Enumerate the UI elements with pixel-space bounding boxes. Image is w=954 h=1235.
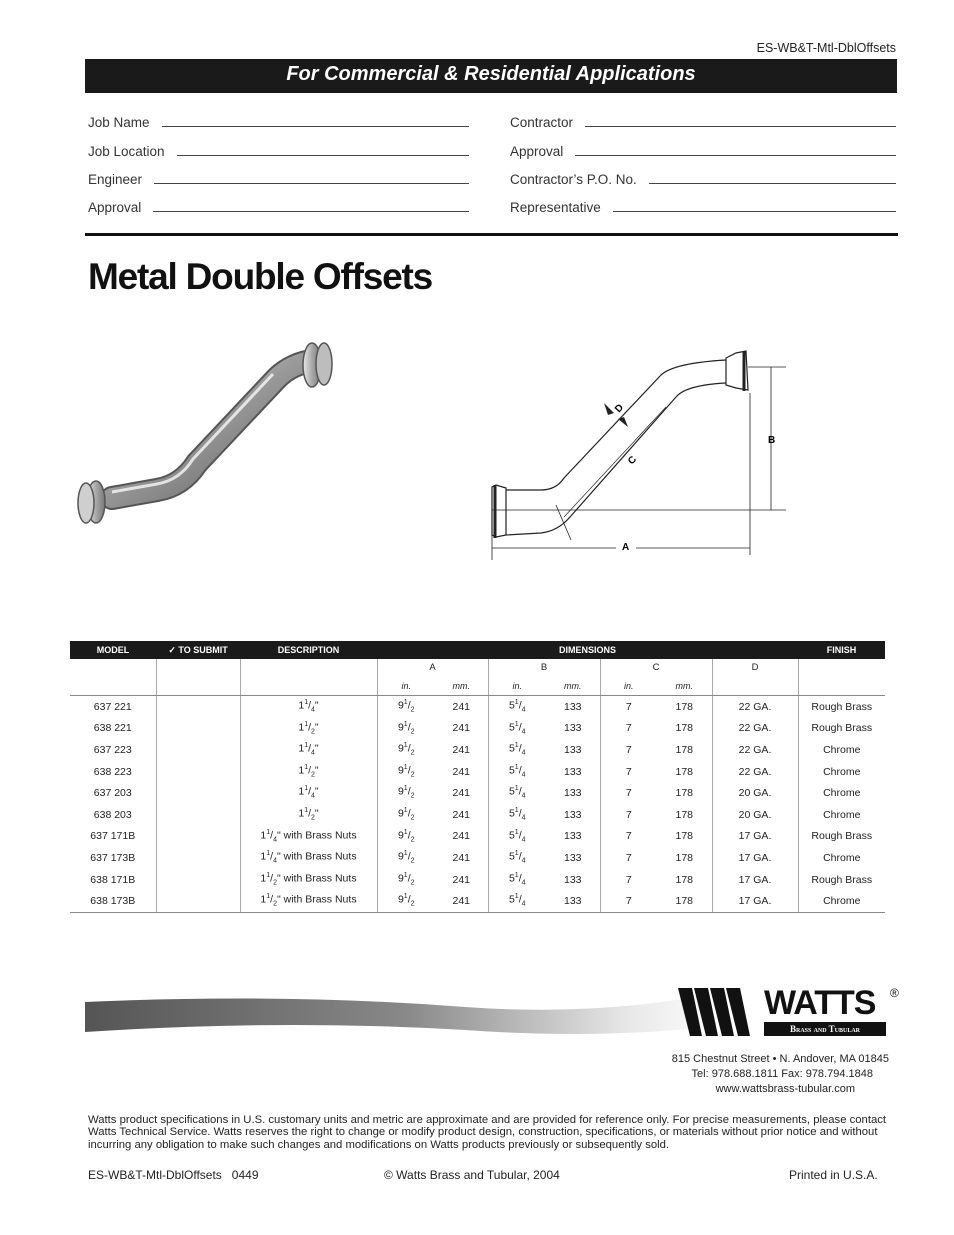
description-numerator: 1 xyxy=(266,893,271,901)
description-suffix: " xyxy=(314,785,319,798)
d-gauge-cell: 17 GA. xyxy=(712,890,798,912)
description-suffix: " xyxy=(314,742,319,755)
unit-c-mm: mm. xyxy=(657,677,712,696)
a-inches-whole: 9 xyxy=(397,829,404,842)
description-whole: 1 xyxy=(298,785,305,798)
dimension-diagram xyxy=(486,345,796,563)
b-inches-cell: $5^1/_4$ xyxy=(488,761,546,783)
description-whole: 1 xyxy=(298,721,305,734)
description-suffix: " xyxy=(314,721,319,734)
b-inches-cell: $5^1/_4$ xyxy=(488,804,546,826)
description-numerator: 1 xyxy=(304,699,309,706)
b-mm-cell: 133 xyxy=(563,873,582,886)
d-gauge-cell: 22 GA. xyxy=(712,696,798,718)
c-inches-cell: 7 xyxy=(600,826,657,848)
b-inches-whole: 5 xyxy=(508,807,515,820)
product-photo xyxy=(72,338,347,533)
description-whole: 1 xyxy=(298,764,305,777)
c-mm-cell: 178 xyxy=(675,851,694,864)
b-inches-whole: 5 xyxy=(508,850,515,863)
b-inches-whole: 5 xyxy=(508,872,515,885)
watts-logo-mark xyxy=(678,988,768,1036)
description-suffix: " with Brass Nuts xyxy=(276,893,357,906)
a-inches-numerator: 1 xyxy=(403,893,408,901)
a-inches-cell: $9^1/_2$ xyxy=(377,826,435,848)
description-denominator: 4 xyxy=(311,706,315,714)
description-denominator: 4 xyxy=(273,857,277,865)
b-mm-cell: 133 xyxy=(563,787,582,800)
a-mm-cell: 241 xyxy=(452,873,471,886)
description-whole: 1 xyxy=(260,872,267,885)
c-mm-cell: 178 xyxy=(675,808,694,821)
finish-cell: Rough Brass xyxy=(798,718,885,740)
description-whole: 1 xyxy=(298,807,305,820)
engineer-label: Engineer xyxy=(88,172,143,187)
description-cell: $1^1/_2$" xyxy=(240,718,377,740)
contractor-label: Contractor xyxy=(510,115,574,130)
b-inches-numerator: 1 xyxy=(514,806,519,814)
d-gauge-cell: 20 GA. xyxy=(712,804,798,826)
d-gauge-cell: 17 GA. xyxy=(712,826,798,848)
dim-group-c: C xyxy=(600,659,712,677)
watts-logo-subtitle: Brass and Tubular xyxy=(764,1022,886,1036)
approval-line-right[interactable] xyxy=(575,154,896,156)
dimension-label-b: B xyxy=(768,435,776,446)
description-denominator: 2 xyxy=(311,771,315,779)
a-inches-denominator: 2 xyxy=(410,814,415,822)
unit-c-in: in. xyxy=(600,677,657,696)
contractor-field[interactable] xyxy=(510,115,896,130)
dim-group-a: A xyxy=(377,659,488,677)
b-inches-cell: $5^1/_4$ xyxy=(488,826,546,848)
unit-b-in: in. xyxy=(488,677,546,696)
approval-field-left[interactable] xyxy=(88,200,469,215)
contractor-line[interactable] xyxy=(585,125,896,127)
disclaimer-text: Watts product specifications in U.S. customary units and metric are approximate and are provided for reference only. For precise measurements, please contact Watts Technical Service. Watts reserves the right to change or modify product design, construction, specifications, or materials without prior notice and without incurring any obligation to make such changes and modifications on Watts products previously or subsequently sold. xyxy=(88,1114,887,1151)
model-cell: 638 203 xyxy=(93,808,132,821)
description-cell: $1^1/_4$" xyxy=(240,739,377,761)
finish-cell: Chrome xyxy=(798,739,885,761)
a-inches-numerator: 1 xyxy=(403,828,408,836)
dim-group-row xyxy=(70,659,885,677)
description-denominator: 4 xyxy=(311,749,315,757)
b-inches-denominator: 4 xyxy=(521,879,526,887)
b-inches-cell: $5^1/_4$ xyxy=(488,782,546,804)
description-cell: $1^1/_2$" xyxy=(240,761,377,783)
b-inches-whole: 5 xyxy=(508,721,515,734)
a-mm-cell: 241 xyxy=(452,700,471,713)
table-row xyxy=(70,869,885,891)
engineer-field[interactable] xyxy=(88,172,469,187)
address-website[interactable]: www.wattsbrass-tubular.com xyxy=(715,1083,855,1095)
b-mm-cell: 133 xyxy=(563,743,582,756)
c-mm-cell: 178 xyxy=(675,743,694,756)
a-mm-cell: 241 xyxy=(452,722,471,735)
c-inches-cell: 7 xyxy=(600,847,657,869)
a-inches-numerator: 1 xyxy=(403,850,408,858)
description-suffix: " xyxy=(314,807,319,820)
b-inches-numerator: 1 xyxy=(514,785,519,793)
description-denominator: 2 xyxy=(311,728,315,736)
b-inches-denominator: 4 xyxy=(521,814,526,822)
page-title: Metal Double Offsets xyxy=(88,256,432,297)
b-inches-cell: $5^1/_4$ xyxy=(488,696,546,718)
submit-checkbox-cell[interactable] xyxy=(156,782,240,804)
a-inches-numerator: 1 xyxy=(403,785,408,793)
c-mm-cell: 178 xyxy=(675,722,694,735)
b-inches-cell: $5^1/_4$ xyxy=(488,739,546,761)
document-code-top: ES-WB&T-Mtl-DblOffsets xyxy=(756,41,896,55)
d-gauge-cell: 22 GA. xyxy=(712,761,798,783)
c-inches-cell: 7 xyxy=(600,890,657,912)
b-inches-denominator: 4 xyxy=(521,792,526,800)
description-numerator: 1 xyxy=(304,763,309,771)
table-row xyxy=(70,718,885,740)
b-mm-cell: 133 xyxy=(563,808,582,821)
c-mm-cell: 178 xyxy=(657,890,712,912)
model-cell: 638 223 xyxy=(93,765,132,778)
d-gauge-cell: 17 GA. xyxy=(712,847,798,869)
header-finish: FINISH xyxy=(798,641,885,659)
description-denominator: 4 xyxy=(273,836,277,844)
a-inches-whole: 9 xyxy=(397,893,404,906)
b-inches-denominator: 4 xyxy=(521,728,526,736)
finish-cell: Chrome xyxy=(798,804,885,826)
header-submit: ✓ TO SUBMIT xyxy=(156,641,240,659)
c-inches-cell: 7 xyxy=(600,869,657,891)
model-cell: 637 223 xyxy=(93,743,132,756)
finish-cell: Chrome xyxy=(798,782,885,804)
d-gauge-cell: 17 GA. xyxy=(712,869,798,891)
a-inches-numerator: 1 xyxy=(403,742,408,750)
description-numerator: 1 xyxy=(266,828,271,836)
header-dimensions: DIMENSIONS xyxy=(377,641,798,659)
b-inches-denominator: 4 xyxy=(521,771,526,779)
registered-mark: ® xyxy=(890,986,899,1000)
description-numerator: 1 xyxy=(304,742,309,750)
description-cell: $1^1/_4$" with Brass Nuts xyxy=(240,826,377,848)
b-inches-numerator: 1 xyxy=(514,720,519,728)
d-gauge-cell: 22 GA. xyxy=(712,718,798,740)
c-inches-cell: 7 xyxy=(600,718,657,740)
a-inches-cell: $9^1/_2$ xyxy=(377,890,435,912)
job-name-line[interactable] xyxy=(162,125,469,127)
b-mm-cell: 133 xyxy=(563,851,582,864)
a-mm-cell: 241 xyxy=(452,808,471,821)
description-whole: 1 xyxy=(298,742,305,755)
finish-cell: Rough Brass xyxy=(798,869,885,891)
a-inches-cell: $9^1/_2$ xyxy=(377,761,435,783)
dim-group-d: D xyxy=(712,659,798,677)
description-suffix: " with Brass Nuts xyxy=(276,829,357,842)
model-cell: 638 221 xyxy=(93,722,132,735)
contractor-po-field[interactable] xyxy=(510,172,896,187)
contractor-po-line[interactable] xyxy=(649,182,896,184)
footer-copyright: © Watts Brass and Tubular, 2004 xyxy=(384,1168,560,1182)
description-suffix: " xyxy=(314,764,319,777)
b-inches-cell: $5^1/_4$ xyxy=(488,718,546,740)
b-inches-whole: 5 xyxy=(508,785,515,798)
engineer-line[interactable] xyxy=(154,182,469,184)
c-mm-cell: 178 xyxy=(675,873,694,886)
d-gauge-cell: 20 GA. xyxy=(712,782,798,804)
finish-cell: Chrome xyxy=(798,890,885,912)
b-inches-cell: $5^1/_4$ xyxy=(488,890,546,912)
description-denominator: 2 xyxy=(273,879,277,887)
contractor-po-label: Contractor’s P.O. No. xyxy=(510,172,637,187)
a-inches-denominator: 2 xyxy=(410,836,415,844)
a-inches-cell: $9^1/_2$ xyxy=(377,869,435,891)
b-inches-numerator: 1 xyxy=(514,699,519,706)
c-inches-cell: 7 xyxy=(600,739,657,761)
model-cell: 637 171B xyxy=(90,830,136,843)
job-location-line[interactable] xyxy=(177,154,469,156)
a-inches-cell: $9^1/_2$ xyxy=(377,847,435,869)
description-suffix: " xyxy=(314,699,319,712)
c-inches-cell: 7 xyxy=(600,804,657,826)
b-inches-numerator: 1 xyxy=(514,828,519,836)
a-inches-numerator: 1 xyxy=(403,871,408,879)
submit-checkbox-cell[interactable] xyxy=(156,718,240,740)
description-numerator: 1 xyxy=(304,785,309,793)
description-cell: $1^1/_4$" xyxy=(240,696,377,718)
description-denominator: 4 xyxy=(311,792,315,800)
a-inches-denominator: 2 xyxy=(410,900,415,908)
description-numerator: 1 xyxy=(266,871,271,879)
model-cell: 637 203 xyxy=(93,787,132,800)
b-inches-denominator: 4 xyxy=(521,857,526,865)
dim-group-b: B xyxy=(488,659,600,677)
a-inches-whole: 9 xyxy=(397,807,404,820)
submit-checkbox-cell[interactable] xyxy=(156,869,240,891)
a-inches-numerator: 1 xyxy=(403,720,408,728)
model-cell: 638 173B xyxy=(70,890,156,912)
a-mm-cell: 241 xyxy=(435,890,488,912)
b-inches-numerator: 1 xyxy=(514,763,519,771)
b-inches-denominator: 4 xyxy=(521,706,526,714)
finish-cell: Chrome xyxy=(798,847,885,869)
a-inches-whole: 9 xyxy=(397,785,404,798)
b-inches-whole: 5 xyxy=(508,699,515,712)
a-inches-cell: $9^1/_2$ xyxy=(377,739,435,761)
address-line-1: 815 Chestnut Street • N. Andover, MA 01845 xyxy=(671,1053,889,1065)
header-description: DESCRIPTION xyxy=(240,641,377,659)
description-cell: $1^1/_2$" with Brass Nuts xyxy=(240,869,377,891)
description-numerator: 1 xyxy=(266,850,271,858)
unit-a-in: in. xyxy=(377,677,435,696)
a-inches-cell: $9^1/_2$ xyxy=(377,718,435,740)
c-inches-cell: 7 xyxy=(600,696,657,718)
description-denominator: 2 xyxy=(311,814,315,822)
unit-a-mm: mm. xyxy=(435,677,488,696)
a-mm-cell: 241 xyxy=(452,743,471,756)
b-inches-whole: 5 xyxy=(508,893,515,906)
table-header-row xyxy=(70,641,885,659)
approval-label-right: Approval xyxy=(510,144,564,159)
a-inches-cell: $9^1/_2$ xyxy=(377,804,435,826)
finish-cell: Chrome xyxy=(798,761,885,783)
c-mm-cell: 178 xyxy=(675,700,694,713)
submit-checkbox-cell[interactable] xyxy=(156,826,240,848)
model-cell: 638 171B xyxy=(90,873,136,886)
dimension-label-c: C xyxy=(626,454,640,468)
a-inches-denominator: 2 xyxy=(410,879,415,887)
model-cell: 637 221 xyxy=(93,700,132,713)
header-divider xyxy=(85,233,898,236)
description-cell: $1^1/_2$" xyxy=(240,804,377,826)
a-inches-cell: $9^1/_2$ xyxy=(377,696,435,718)
representative-label: Representative xyxy=(510,200,601,215)
description-cell: $1^1/_4$" with Brass Nuts xyxy=(240,847,377,869)
a-inches-whole: 9 xyxy=(397,742,404,755)
finish-cell: Rough Brass xyxy=(798,826,885,848)
description-denominator: 2 xyxy=(273,900,277,908)
b-mm-cell: 133 xyxy=(563,722,582,735)
a-mm-cell: 241 xyxy=(452,787,471,800)
dimension-label-a: A xyxy=(622,542,630,553)
finish-cell: Rough Brass xyxy=(798,696,885,718)
job-location-label: Job Location xyxy=(88,144,165,159)
description-numerator: 1 xyxy=(304,806,309,814)
unit-row xyxy=(70,677,885,696)
table-row xyxy=(70,739,885,761)
approval-line-left[interactable] xyxy=(153,210,469,212)
submit-checkbox-cell[interactable] xyxy=(156,890,240,912)
c-mm-cell: 178 xyxy=(675,765,694,778)
a-inches-denominator: 2 xyxy=(410,792,415,800)
address-line-2: Tel: 978.688.1811 Fax: 978.794.1848 xyxy=(691,1068,873,1080)
b-mm-cell: 133 xyxy=(563,830,582,843)
a-inches-whole: 9 xyxy=(397,721,404,734)
description-whole: 1 xyxy=(260,893,267,906)
description-cell: $1^1/_4$" xyxy=(240,782,377,804)
table-row xyxy=(70,782,885,804)
description-whole: 1 xyxy=(260,850,267,863)
table-row xyxy=(70,804,885,826)
description-suffix: " with Brass Nuts xyxy=(276,872,357,885)
b-inches-denominator: 4 xyxy=(521,749,526,757)
b-inches-numerator: 1 xyxy=(514,871,519,879)
spec-table xyxy=(70,641,885,913)
b-inches-numerator: 1 xyxy=(514,850,519,858)
table-row xyxy=(70,696,885,718)
dimension-label-d: D xyxy=(613,402,627,416)
a-inches-numerator: 1 xyxy=(403,763,408,771)
b-inches-whole: 5 xyxy=(508,742,515,755)
b-inches-numerator: 1 xyxy=(514,893,519,901)
description-whole: 1 xyxy=(298,699,305,712)
a-inches-numerator: 1 xyxy=(403,806,408,814)
watts-logo xyxy=(678,984,910,1040)
b-inches-cell: $5^1/_4$ xyxy=(488,869,546,891)
submit-checkbox-cell[interactable] xyxy=(156,761,240,783)
c-mm-cell: 178 xyxy=(675,787,694,800)
job-location-field[interactable] xyxy=(88,144,469,159)
a-inches-denominator: 2 xyxy=(410,706,415,714)
c-inches-cell: 7 xyxy=(600,761,657,783)
a-inches-denominator: 2 xyxy=(410,771,415,779)
description-whole: 1 xyxy=(260,829,267,842)
b-mm-cell: 133 xyxy=(563,700,582,713)
approval-field-right[interactable] xyxy=(510,144,896,159)
a-inches-whole: 9 xyxy=(397,699,404,712)
a-inches-denominator: 2 xyxy=(410,728,415,736)
header-model: MODEL xyxy=(70,641,156,659)
a-inches-whole: 9 xyxy=(397,764,404,777)
submit-checkbox-cell[interactable] xyxy=(156,739,240,761)
a-inches-whole: 9 xyxy=(397,872,404,885)
footer-document-code: ES-WB&T-Mtl-DblOffsets 0449 xyxy=(88,1168,259,1182)
b-inches-denominator: 4 xyxy=(521,836,526,844)
watts-logo-text: WATTS xyxy=(764,984,876,1022)
a-inches-whole: 9 xyxy=(397,850,404,863)
model-cell: 637 173B xyxy=(90,851,136,864)
application-banner: For Commercial & Residential Applications xyxy=(85,59,897,93)
b-inches-numerator: 1 xyxy=(514,742,519,750)
a-inches-denominator: 2 xyxy=(410,749,415,757)
b-inches-whole: 5 xyxy=(508,764,515,777)
a-inches-cell: $9^1/_2$ xyxy=(377,782,435,804)
c-mm-cell: 178 xyxy=(675,830,694,843)
submit-checkbox-cell[interactable] xyxy=(156,847,240,869)
approval-label-left: Approval xyxy=(88,200,142,215)
a-mm-cell: 241 xyxy=(452,830,471,843)
unit-b-mm: mm. xyxy=(546,677,600,696)
c-inches-cell: 7 xyxy=(600,782,657,804)
b-mm-cell: 133 xyxy=(563,765,582,778)
b-inches-whole: 5 xyxy=(508,829,515,842)
job-name-label: Job Name xyxy=(88,115,150,130)
table-row xyxy=(70,890,885,912)
submit-checkbox-cell[interactable] xyxy=(156,804,240,826)
d-gauge-cell: 22 GA. xyxy=(712,739,798,761)
a-mm-cell: 241 xyxy=(452,765,471,778)
footer-printed: Printed in U.S.A. xyxy=(789,1168,878,1182)
a-inches-denominator: 2 xyxy=(410,857,415,865)
representative-line[interactable] xyxy=(613,210,896,212)
a-inches-numerator: 1 xyxy=(403,699,408,706)
representative-field[interactable] xyxy=(510,200,896,215)
table-row xyxy=(70,761,885,783)
table-row xyxy=(70,847,885,869)
b-inches-cell: $5^1/_4$ xyxy=(488,847,546,869)
b-mm-cell: 133 xyxy=(546,890,600,912)
table-row xyxy=(70,826,885,848)
description-numerator: 1 xyxy=(304,720,309,728)
b-inches-denominator: 4 xyxy=(521,900,526,908)
submit-checkbox-cell[interactable] xyxy=(156,696,240,718)
description-suffix: " with Brass Nuts xyxy=(276,850,357,863)
description-cell: $1^1/_2$" with Brass Nuts xyxy=(240,890,377,912)
job-name-field[interactable] xyxy=(88,115,469,130)
a-mm-cell: 241 xyxy=(452,851,471,864)
